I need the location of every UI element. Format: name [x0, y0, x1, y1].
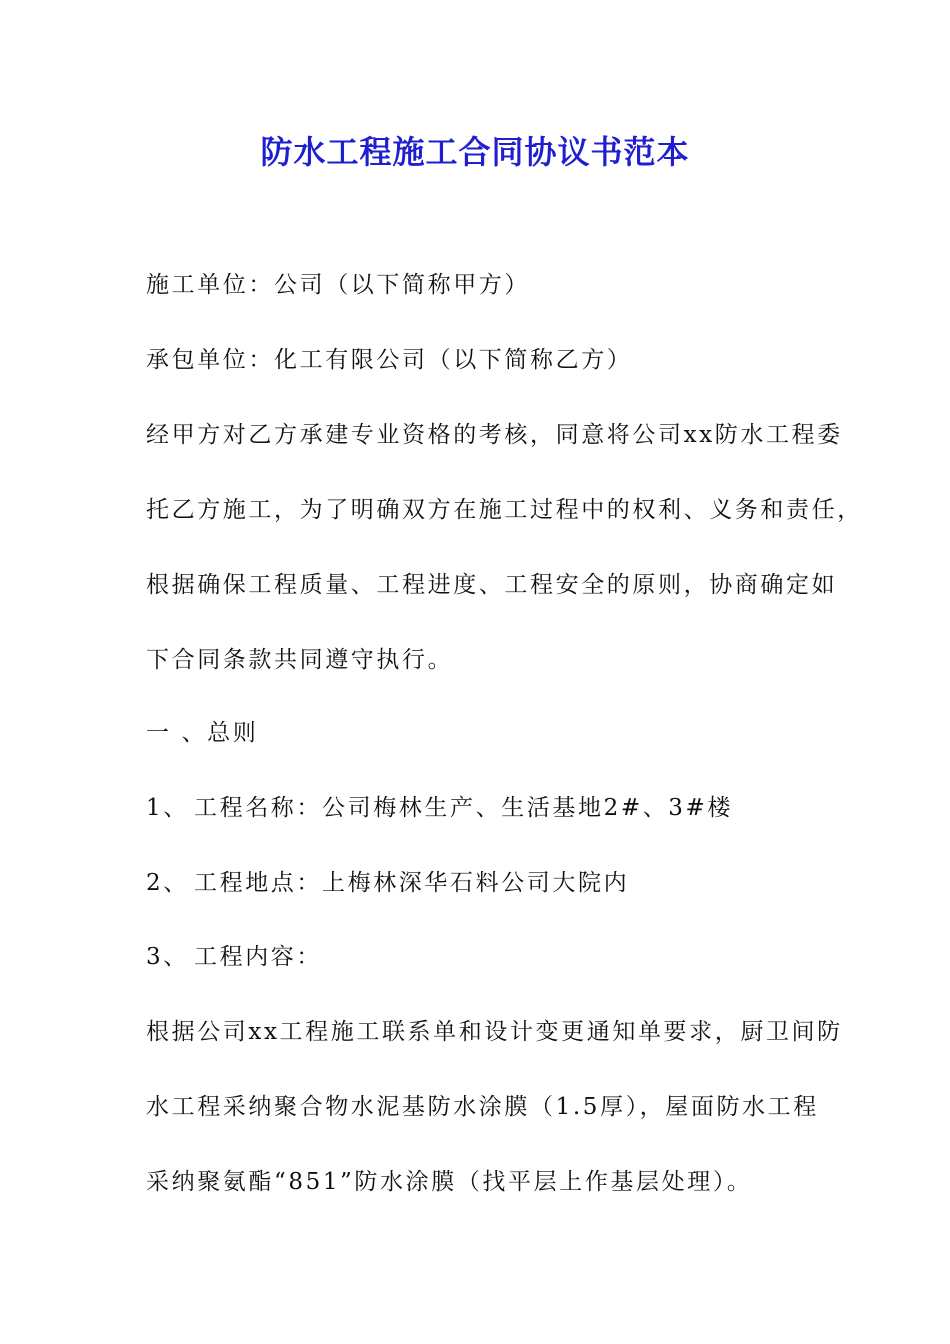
- list-item-text: 工程名称：公司梅林生产、生活基地2#、3#楼: [194, 795, 734, 821]
- section-heading: 一 、总则: [146, 720, 259, 746]
- paragraph-line: 水工程采纳聚合物水泥基防水涂膜（1.5厚），屋面防水工程: [146, 1094, 819, 1120]
- document-title: 防水工程施工合同协议书范本: [260, 133, 690, 171]
- list-item: [146, 940, 322, 974]
- party-a-line: 施工单位：公司（以下简称甲方）: [146, 272, 530, 298]
- list-item-number: 3、: [146, 944, 189, 970]
- paragraph-line: 托乙方施工，为了明确双方在施工过程中的权利、义务和责任，: [146, 497, 863, 523]
- list-item-number: 2、: [146, 870, 189, 896]
- list-item-text: 工程内容：: [194, 944, 322, 970]
- paragraph-line: 采纳聚氨酯“851”防水涂膜（找平层上作基层处理）。: [146, 1169, 753, 1195]
- list-item: [146, 866, 629, 900]
- paragraph-line: 下合同条款共同遵守执行。: [146, 647, 454, 673]
- list-item: [146, 791, 733, 825]
- party-b-line: 承包单位：化工有限公司（以下简称乙方）: [146, 347, 633, 373]
- paragraph-line: 根据确保工程质量、工程进度、工程安全的原则，协商确定如: [146, 572, 838, 598]
- list-item-text: 工程地点：上梅林深华石料公司大院内: [194, 870, 630, 896]
- paragraph-line: 经甲方对乙方承建专业资格的考核，同意将公司xx防水工程委: [146, 422, 843, 448]
- paragraph-line: 根据公司xx工程施工联系单和设计变更通知单要求，厨卫间防: [146, 1019, 843, 1045]
- list-item-number: 1、: [146, 795, 189, 821]
